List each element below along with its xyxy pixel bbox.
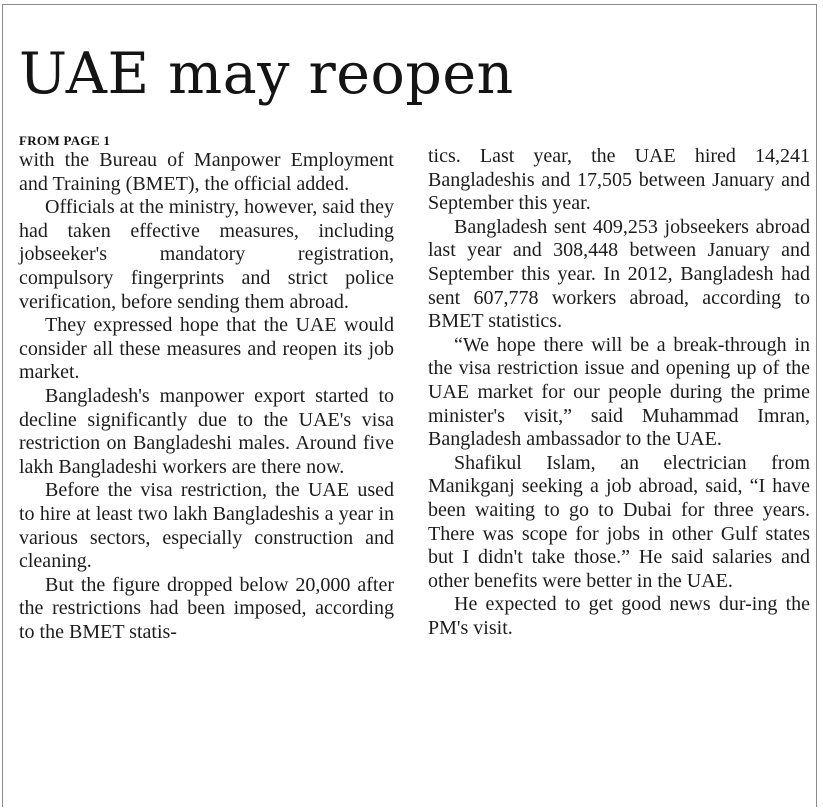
paragraph: But the figure dropped below 20,000 after the restrictions had been imposed, according to the BMET statis- <box>19 573 394 643</box>
paragraph: They expressed hope that the UAE would consider all these measures and reopen its job market. <box>19 314 394 384</box>
headline: UAE may reopen <box>19 41 514 107</box>
paragraph: Bangladesh sent 409,253 jobseekers abroad last year and 308,448 between January and September this year. In 2012, Bangladesh had sent 607,778 workers abroad, according to BMET statistics. <box>428 215 810 333</box>
paragraph-continued: with the Bureau of Manpower Employment and Training (BMET), the official added. <box>19 149 394 195</box>
left-column <box>19 134 394 644</box>
kicker-from-page-1: FROM PAGE 1 <box>19 133 111 148</box>
paragraph-continued: tics. Last year, the UAE hired 14,241 Bangladeshis and 17,505 between January and September this year. <box>428 145 810 215</box>
paragraph: “We hope there will be a break-through in the visa restriction issue and opening up of the UAE market for our people during the prime minister's visit,” said Muhammad Imran, Bangladesh ambassador to the UAE. <box>428 333 810 451</box>
paragraph: He expected to get good news dur-ing the PM's visit. <box>428 593 810 639</box>
right-column <box>428 145 810 640</box>
paragraph: Shafikul Islam, an electrician from Manikganj seeking a job abroad, said, “I have been waiting to go to Dubai for three years. There was scope for jobs in other Gulf states but I didn't take those.” He said salaries and other benefits were better in the UAE. <box>428 451 810 592</box>
paragraph: Before the visa restriction, the UAE used to hire at least two lakh Bangladeshis a year in various sectors, especially construction and cleaning. <box>19 479 394 573</box>
paragraph: Bangladesh's manpower export started to decline significantly due to the UAE's visa restriction on Bangladeshi males. Around five lakh Bangladeshi workers are there now. <box>19 384 394 478</box>
paragraph: Officials at the ministry, however, said they had taken effective measures, including jobseeker's mandatory registration, compulsory fingerprints and strict police verification, before sending them abroad. <box>19 196 394 313</box>
newspaper-clipping <box>2 4 817 807</box>
